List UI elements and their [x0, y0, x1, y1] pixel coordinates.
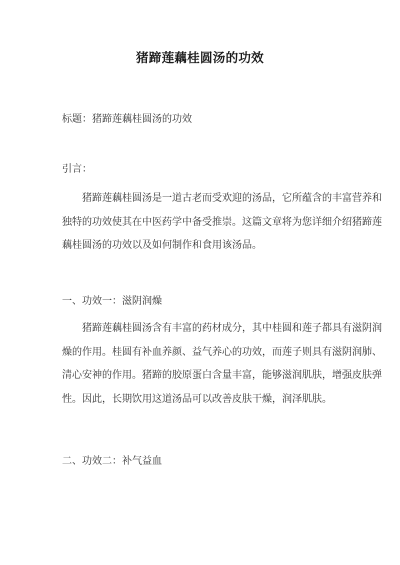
paragraph-line: 猪蹄莲藕桂圆汤含有丰富的药材成分，其中桂圆和莲子都具有滋阴润: [62, 323, 382, 334]
section-1-heading: 一、功效一：滋阴润燥: [62, 296, 162, 307]
paragraph-line: 性。因此，长期饮用这道汤品可以改善皮肤干燥，润泽肌肤。: [62, 393, 332, 405]
intro-paragraph: [62, 187, 382, 258]
paragraph-line: 独特的功效使其在中医药学中备受推崇。这篇文章将为您详细介绍猪蹄莲: [62, 216, 382, 228]
document-title: 猪蹄莲藕桂圆汤的功效: [135, 50, 264, 65]
paragraph-line: 藕桂圆汤的功效以及如何制作和食用该汤品。: [62, 240, 262, 251]
section-1-paragraph: [62, 317, 382, 411]
paragraph-line: 燥的作用。桂圆有补血养颜、益气养心的功效，而莲子则具有滋阴润肺、: [62, 346, 382, 358]
intro-label: 引言：: [62, 164, 92, 175]
section-2-heading: 二、功效二：补气益血: [62, 456, 162, 467]
paragraph-line: 猪蹄莲藕桂圆汤是一道古老而受欢迎的汤品，它所蕴含的丰富营养和: [62, 193, 382, 204]
heading-line: 标题：猪蹄莲藕桂圆汤的功效: [62, 114, 192, 125]
paragraph-line: 清心安神的作用。猪蹄的胶原蛋白含量丰富，能够滋润肌肤，增强皮肤弹: [62, 370, 382, 381]
